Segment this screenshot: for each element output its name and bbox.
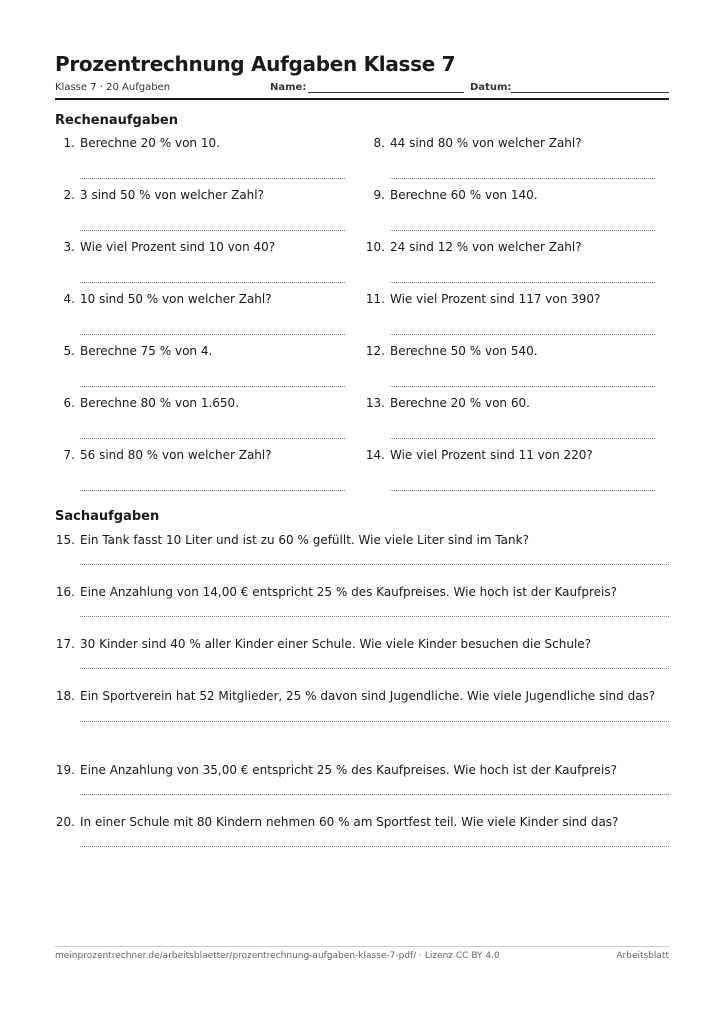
date-label: Datum: [470,82,512,93]
task-item [365,394,655,446]
story-task-item [55,634,669,686]
answer-line[interactable] [80,668,669,669]
task-number: 11. [365,292,385,306]
task-question: Wie viel Prozent sind 11 von 220? [390,448,593,462]
answer-line[interactable] [390,386,655,387]
story-task-item [55,686,669,760]
task-question: 24 sind 12 % von welcher Zahl? [390,240,582,254]
answer-line[interactable] [80,616,669,617]
task-question: Ein Tank fasst 10 Liter und ist zu 60 % gefüllt. Wie viele Liter sind im Tank? [80,533,529,547]
task-item [365,290,655,342]
answer-line[interactable] [80,564,669,565]
task-question: 44 sind 80 % von welcher Zahl? [390,136,582,150]
answer-line[interactable] [390,334,655,335]
task-item [365,134,655,186]
answer-line[interactable] [80,230,345,231]
page-footer [55,946,669,961]
task-number: 3. [63,240,75,254]
story-task-list [55,530,669,864]
worksheet-page [55,50,669,829]
answer-line[interactable] [80,490,345,491]
task-number: 7. [63,448,75,462]
answer-line[interactable] [80,721,669,722]
answer-line[interactable] [80,178,345,179]
section-heading-rechenaufgaben: Rechenaufgaben [55,113,178,128]
task-item [55,342,345,394]
task-item [55,238,345,290]
story-task-item [55,760,669,812]
story-task-item [55,530,669,582]
task-number: 19. [55,763,75,777]
task-question: 10 sind 50 % von welcher Zahl? [80,292,272,306]
task-question: Berechne 20 % von 10. [80,136,220,150]
task-question: 3 sind 50 % von welcher Zahl? [80,188,264,202]
task-question: 56 sind 80 % von welcher Zahl? [80,448,272,462]
footer-doc-type: Arbeitsblatt [616,951,669,961]
story-task-item [55,582,669,634]
story-task-item [55,812,669,864]
meta-row [55,80,669,96]
task-number: 18. [55,689,75,703]
task-question: Ein Sportverein hat 52 Mitglieder, 25 % davon sind Jugendliche. Wie viele Jugendliche sind das? [80,689,656,703]
task-question: In einer Schule mit 80 Kindern nehmen 60 % am Sportfest teil. Wie viele Kinder sind das? [80,815,619,829]
task-item [55,446,345,498]
task-item [365,342,655,394]
task-number: 15. [55,533,75,547]
task-item [55,134,345,186]
answer-line[interactable] [390,490,655,491]
task-number: 6. [63,396,75,410]
task-question: Berechne 50 % von 540. [390,344,538,358]
answer-line[interactable] [80,846,669,847]
task-number: 20. [55,815,75,829]
footer-source: meinprozentrechner.de/arbeitsblaetter/prozentrechnung-aufgaben-klasse-7-pdf/ · Lizenz CC BY 4.0 [55,951,500,961]
task-item [55,394,345,446]
name-field[interactable] [308,92,464,93]
task-number: 14. [365,448,385,462]
answer-line[interactable] [390,282,655,283]
task-item [55,186,345,238]
answer-line[interactable] [80,438,345,439]
task-number: 13. [365,396,385,410]
answer-line[interactable] [390,178,655,179]
task-column-right [365,134,655,498]
date-field[interactable] [511,92,669,93]
task-item [365,446,655,498]
page-title: Prozentrechnung Aufgaben Klasse 7 [55,52,456,76]
task-question: Berechne 20 % von 60. [390,396,530,410]
task-number: 16. [55,585,75,599]
task-column-left [55,134,345,498]
answer-line[interactable] [80,334,345,335]
task-number: 17. [55,637,75,651]
task-number: 1. [63,136,75,150]
task-question: 30 Kinder sind 40 % aller Kinder einer Schule. Wie viele Kinder besuchen die Schule? [80,637,592,651]
task-question: Berechne 60 % von 140. [390,188,538,202]
header-divider [55,98,669,100]
task-question: Eine Anzahlung von 35,00 € entspricht 25 % des Kaufpreises. Wie hoch ist der Kaufpreis? [80,763,617,777]
task-question: Berechne 75 % von 4. [80,344,213,358]
task-number: 5. [63,344,75,358]
task-question: Wie viel Prozent sind 117 von 390? [390,292,601,306]
task-number: 9. [373,188,385,202]
task-number: 2. [63,188,75,202]
answer-line[interactable] [80,282,345,283]
task-question: Eine Anzahlung von 14,00 € entspricht 25 % des Kaufpreises. Wie hoch ist der Kaufpreis? [80,585,617,599]
answer-line[interactable] [390,438,655,439]
name-label: Name: [270,82,307,93]
task-item [55,290,345,342]
task-item [365,186,655,238]
answer-line[interactable] [80,386,345,387]
task-number: 4. [63,292,75,306]
task-question: Wie viel Prozent sind 10 von 40? [80,240,276,254]
task-question: Berechne 80 % von 1.650. [80,396,240,410]
section-heading-sachaufgaben: Sachaufgaben [55,509,160,524]
task-number: 8. [373,136,385,150]
task-number: 10. [365,240,385,254]
answer-line[interactable] [390,230,655,231]
task-item [365,238,655,290]
task-number: 12. [365,344,385,358]
answer-line[interactable] [80,794,669,795]
worksheet-meta: Klasse 7 · 20 Aufgaben [55,82,171,93]
